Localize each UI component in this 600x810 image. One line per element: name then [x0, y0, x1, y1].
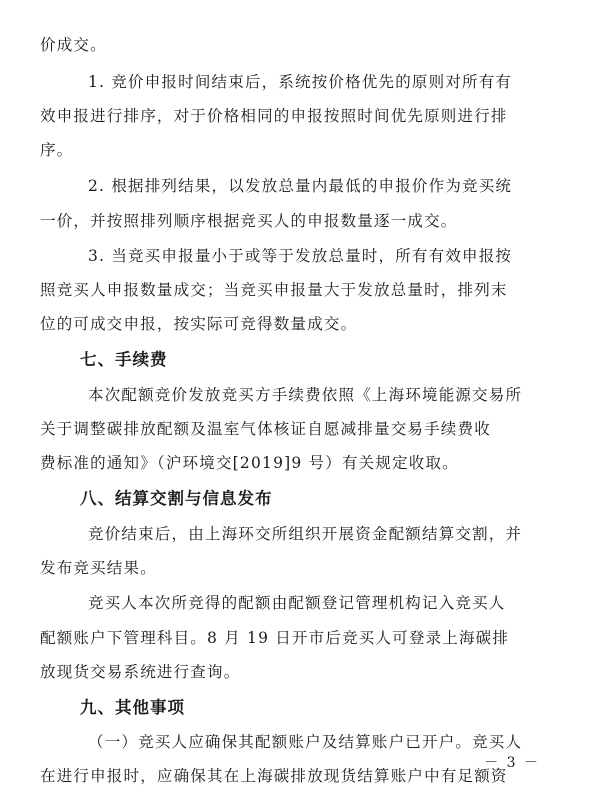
page-number: － 3 －	[484, 755, 540, 771]
paragraph-line: 序。	[40, 141, 74, 159]
paragraph-line: 价成交。	[40, 36, 107, 54]
paragraph-line: 放现货交易系统进行查询。	[40, 663, 241, 681]
section-heading: 七、手续费	[80, 350, 168, 369]
paragraph-line: 发布竞买结果。	[40, 559, 157, 577]
paragraph-line: 竞价结束后，由上海环交所组织开展资金配额结算交割，并	[88, 525, 523, 543]
paragraph-line: 一价，并按照排列顺序根据竞买人的申报数量逐一成交。	[40, 212, 458, 230]
paragraph-line: 在进行申报时，应确保其在上海碳排放现货结算账户中有足额资	[40, 767, 508, 785]
paragraph-line: 竞买人本次所竞得的配额由配额登记管理机构记入竞买人	[88, 594, 506, 612]
paragraph-line: 1. 竞价申报时间结束后，系统按价格优先的原则对所有有	[88, 73, 513, 91]
paragraph-line: 位的可成交申报，按实际可竞得数量成交。	[40, 315, 358, 333]
paragraph-line: 本次配额竞价发放竞买方手续费依照《上海环境能源交易所	[88, 386, 523, 404]
paragraph-line: 3. 当竞买申报量小于或等于发放总量时，所有有效申报按	[88, 247, 513, 265]
paragraph-line: 效申报进行排序，对于价格相同的申报按照时间优先原则进行排	[40, 107, 508, 125]
paragraph-line: 照竞买人申报数量成交；当竞买申报量大于发放总量时，排列末	[40, 281, 508, 299]
section-heading: 九、其他事项	[80, 698, 185, 717]
paragraph-line: 关于调整碳排放配额及温室气体核证自愿减排量交易手续费收	[40, 420, 491, 438]
paragraph-line: 2. 根据排列结果，以发放总量内最低的申报价作为竞买统	[88, 177, 513, 195]
section-heading: 八、结算交割与信息发布	[80, 489, 273, 508]
paragraph-line: （一）竞买人应确保其配额账户及结算账户已开户。竞买人	[88, 733, 523, 751]
paragraph-line: 配额账户下管理科目。8 月 19 日开市后竞买人可登录上海碳排	[40, 629, 510, 647]
paragraph-line: 费标准的通知》（沪环境交[2019]9 号）有关规定收取。	[40, 454, 459, 472]
